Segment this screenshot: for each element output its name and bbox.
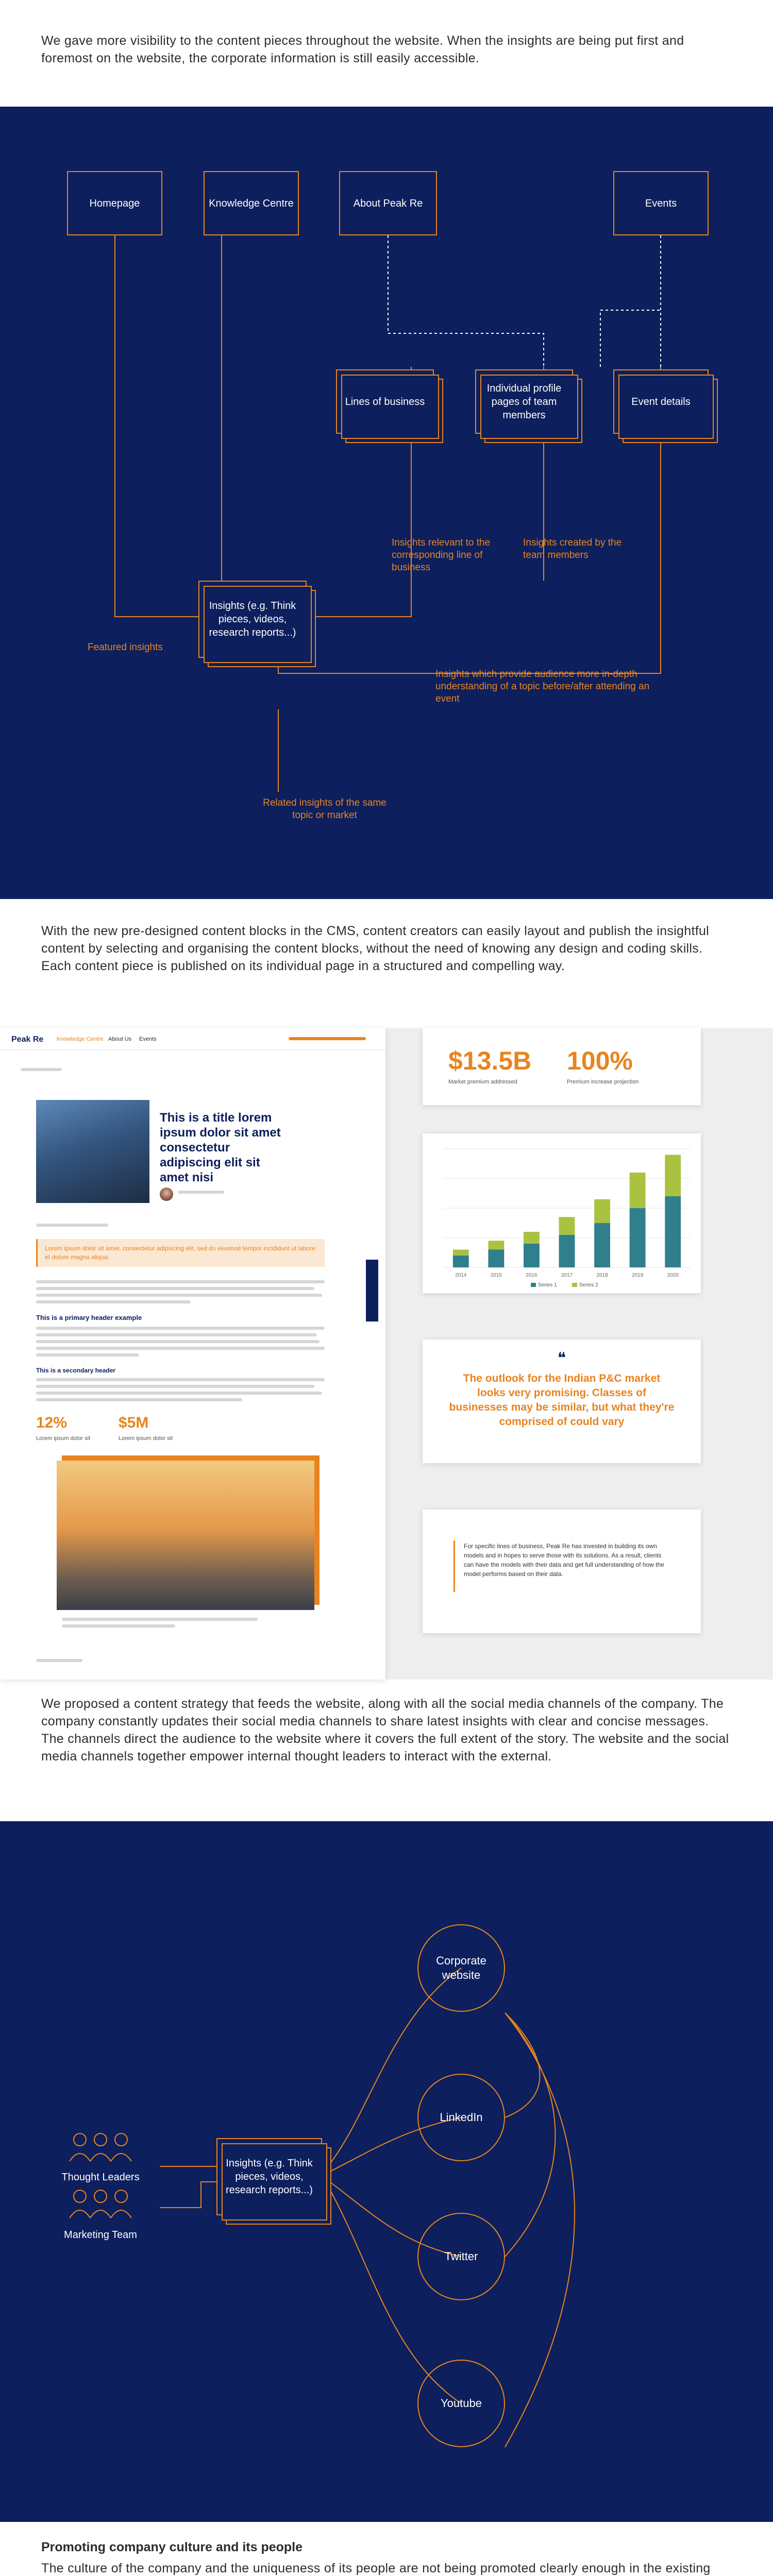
bar-2016-series-1 bbox=[524, 1244, 540, 1267]
x-tick-label: 2015 bbox=[490, 1273, 502, 1278]
divider bbox=[0, 1049, 385, 1050]
x-tick-label: 2018 bbox=[596, 1273, 608, 1278]
content-blocks-section bbox=[0, 1028, 773, 1680]
legend-swatch-1 bbox=[531, 1283, 536, 1287]
label-relevant: Insights relevant to the corresponding line of business bbox=[392, 537, 491, 573]
channel-youtube: Youtube bbox=[417, 2360, 505, 2447]
box-event-details: Event details bbox=[613, 369, 709, 434]
channel-twitter: Twitter bbox=[417, 2213, 505, 2300]
section-header-secondary: This is a secondary header bbox=[36, 1367, 116, 1374]
channel-linkedin: LinkedIn bbox=[417, 2074, 505, 2161]
bar-2015-series-2 bbox=[488, 1241, 504, 1249]
bar-2020-series-1 bbox=[665, 1196, 681, 1267]
bar-2017-series-1 bbox=[559, 1235, 575, 1267]
bar-2016-series-2 bbox=[524, 1232, 540, 1244]
strategy-text: We proposed a content strategy that feeds the website, along with all the social media channels of the company. The company constantly updates their social media channels to share latest insights with clear and concise messages. The channels direct the audience to the website where it covers the full extent of the story. The website and the social media channels together empower internal thought leaders to interact with the external. bbox=[41, 1697, 729, 1764]
block-stat-label-1: Market premium addressed bbox=[448, 1079, 517, 1085]
article-mockup bbox=[0, 1028, 385, 1680]
box-about: About Peak Re bbox=[339, 171, 437, 235]
marketing-team-icon bbox=[62, 2187, 139, 2226]
box-lines-of-business: Lines of business bbox=[336, 369, 434, 434]
share-rail[interactable] bbox=[366, 1260, 378, 1321]
legend-swatch-2 bbox=[572, 1283, 577, 1287]
insights-diagram bbox=[0, 107, 773, 899]
strategy-insights-box: Insights (e.g. Think pieces, videos, research reports...) bbox=[216, 2138, 322, 2215]
bar-2018-series-1 bbox=[594, 1223, 610, 1267]
bar-2017-series-2 bbox=[559, 1217, 575, 1235]
stat-value-1: 12% bbox=[36, 1414, 68, 1431]
article-title: This is a title lorem ipsum dolor sit amet consectetur adipiscing elit sit amet nisi bbox=[160, 1111, 281, 1184]
stat-label-1: Lorem ipsum dolor sit bbox=[36, 1435, 91, 1442]
actor-thought-leaders: Thought Leaders bbox=[61, 2172, 140, 2183]
bar-2018-series-2 bbox=[594, 1199, 610, 1223]
author-meta bbox=[178, 1191, 224, 1194]
x-tick-label: 2016 bbox=[526, 1273, 537, 1278]
article-footer-meta bbox=[36, 1659, 82, 1662]
chart-block bbox=[423, 1133, 701, 1293]
image-caption bbox=[62, 1618, 258, 1621]
nav-item-about[interactable]: About Us bbox=[108, 1036, 132, 1042]
bar-2014-series-1 bbox=[453, 1256, 469, 1267]
nav-item-knowledge[interactable]: Knowledge Centre bbox=[57, 1036, 104, 1042]
author-avatar bbox=[160, 1188, 173, 1201]
label-created: Insights created by the team members bbox=[523, 537, 622, 561]
utility-nav[interactable] bbox=[289, 1036, 371, 1041]
block-stat-value-2: 100% bbox=[567, 1046, 633, 1075]
quote-text: The outlook for the Indian P&C market looks very promising. Classes of businesses may be similar, but what they're comprised of could vary bbox=[449, 1372, 675, 1428]
x-tick-label: 2014 bbox=[455, 1273, 467, 1278]
label-events: Insights which provide audience more in-depth understanding of a topic before/after attending an event bbox=[435, 669, 650, 704]
text-block-body: For specific lines of business, Peak Re has invested in building its own models and in hopes to serve those with its solutions. As a result, clients can have the models with their data and get full understanding of how the model performs based on their data. bbox=[464, 1543, 664, 1578]
bar-chart bbox=[423, 1133, 701, 1293]
actor-marketing-team: Marketing Team bbox=[64, 2229, 137, 2241]
stat-value-2: $5M bbox=[119, 1414, 149, 1431]
article-hero-image bbox=[36, 1100, 149, 1203]
bar-2015-series-1 bbox=[488, 1250, 504, 1268]
quote-mark-icon: ❝ bbox=[557, 1350, 566, 1367]
legend-label-1: Series 1 bbox=[538, 1282, 557, 1288]
bar-2020-series-2 bbox=[665, 1155, 681, 1197]
breadcrumb[interactable] bbox=[21, 1068, 62, 1071]
stats-block bbox=[423, 1028, 701, 1105]
channel-corporate-website: Corporate website bbox=[417, 1924, 505, 2012]
box-knowledge-centre: Knowledge Centre bbox=[204, 171, 299, 235]
section-header-primary: This is a primary header example bbox=[36, 1314, 142, 1321]
label-related: Related insights of the same topic or market bbox=[263, 798, 386, 821]
box-homepage: Homepage bbox=[67, 171, 162, 235]
cms-text: With the new pre-designed content blocks in the CMS, content creators can easily layout and publish the insightful content by selecting and organising the content blocks, without the need of knowing any design and coding skills. Each content piece is published on its individual page in a structured and compelling way. bbox=[41, 924, 710, 973]
site-logo[interactable]: Peak Re bbox=[11, 1035, 44, 1044]
x-tick-label: 2019 bbox=[632, 1273, 644, 1278]
nav-item-events[interactable]: Events bbox=[139, 1036, 157, 1042]
bar-2019-series-1 bbox=[630, 1208, 646, 1267]
intro-text: We gave more visibility to the content pieces throughout the website. When the insights are being put first and foremost on the website, the corporate information is still easily accessible. bbox=[41, 33, 684, 65]
box-team-profiles: Individual profile pages of team members bbox=[475, 369, 573, 434]
bar-2014-series-2 bbox=[453, 1250, 469, 1256]
block-stat-value-1: $13.5B bbox=[448, 1046, 532, 1075]
text-block bbox=[423, 1510, 701, 1633]
legend-label-2: Series 2 bbox=[579, 1282, 598, 1288]
quote-block bbox=[423, 1340, 701, 1463]
culture-text: The culture of the company and the uniqueness of its people are not being promoted clearly enough in the existing bbox=[41, 2561, 711, 2575]
article-pullquote: Lorem ipsum dolor sit amet, consectetur adipiscing elit, sed do eiusmod tempor incididunt ut labore et dolore magna aliqua. bbox=[36, 1239, 325, 1267]
image-caption-2 bbox=[62, 1624, 175, 1628]
x-tick-label: 2017 bbox=[561, 1273, 573, 1278]
article-meta bbox=[36, 1224, 108, 1227]
culture-heading: Promoting company culture and its people bbox=[41, 2540, 303, 2554]
label-featured: Featured insights bbox=[88, 642, 163, 653]
thought-leaders-icon bbox=[62, 2130, 139, 2169]
block-stat-label-2: Premium increase projection bbox=[567, 1079, 639, 1085]
stat-label-2: Lorem ipsum dolor sit bbox=[119, 1435, 173, 1442]
content-strategy-diagram bbox=[0, 1821, 773, 2522]
text-block-accent bbox=[453, 1540, 455, 1592]
box-insights: Insights (e.g. Think pieces, videos, research reports...) bbox=[198, 581, 307, 658]
bar-2019-series-2 bbox=[630, 1173, 646, 1208]
box-events: Events bbox=[613, 171, 709, 235]
x-tick-label: 2020 bbox=[667, 1273, 679, 1278]
city-photo bbox=[57, 1461, 314, 1610]
